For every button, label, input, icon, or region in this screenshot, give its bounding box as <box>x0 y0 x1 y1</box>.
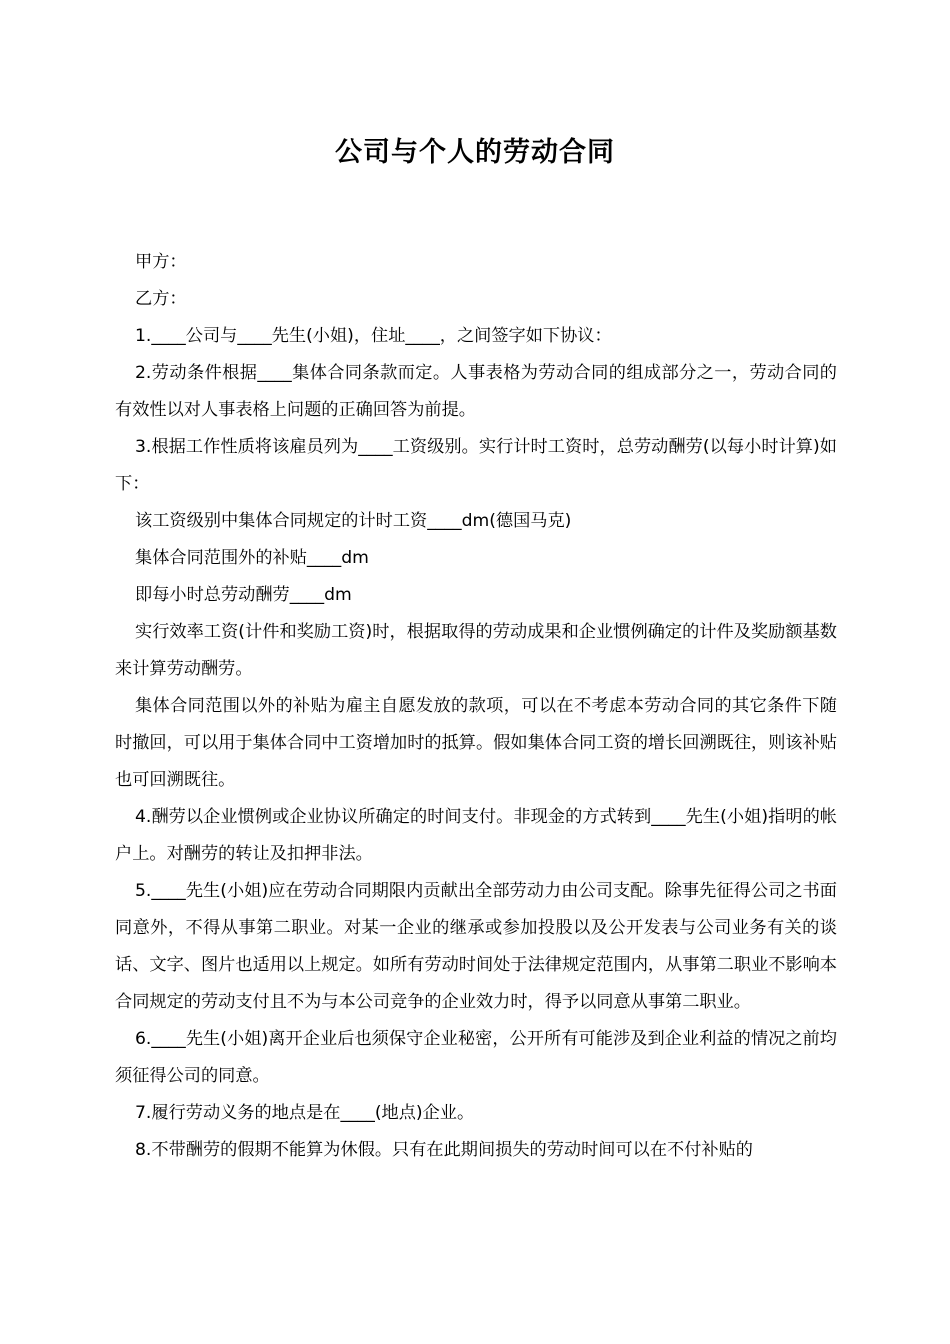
party-a-line: 甲方： <box>135 252 187 272</box>
clause-3: 3.根据工作性质将该雇员列为____工资级别。实行计时工资时，总劳动酬劳(以每小时计算)如下： <box>115 437 837 494</box>
document-title: 公司与个人的劳动合同 <box>335 137 615 168</box>
clause-4: 4.酬劳以企业惯例或企业协议所确定的时间支付。非现金的方式转到____先生(小姐)指明的帐户上。对酬劳的转让及扣押非法。 <box>115 807 837 864</box>
clause-8: 8.不带酬劳的假期不能算为休假。只有在此期间损失的劳动时间可以在不付补贴的 <box>135 1140 753 1160</box>
document-body <box>115 244 837 1169</box>
clause-3-allowance: 集体合同范围外的补贴____dm <box>135 548 369 568</box>
clause-3-total-pay: 即每小时总劳动酬劳____dm <box>135 585 352 605</box>
clause-3-hourly-wage: 该工资级别中集体合同规定的计时工资____dm(德国马克) <box>135 511 572 531</box>
party-b-line: 乙方： <box>135 289 187 309</box>
clause-7: 7.履行劳动义务的地点是在____(地点)企业。 <box>135 1103 475 1123</box>
clause-1: 1.____公司与____先生(小姐)，住址____，之间签字如下协议： <box>135 326 612 346</box>
clause-3-extra-allowance: 集体合同范围以外的补贴为雇主自愿发放的款项，可以在不考虑本劳动合同的其它条件下随时撤回，可以用于集体合同中工资增加时的抵算。假如集体合同工资的增长回溯既往，则该补贴也可回溯既往。 <box>115 696 837 790</box>
clause-3-piece-rate: 实行效率工资(计件和奖励工资)时，根据取得的劳动成果和企业惯例确定的计件及奖励额基数来计算劳动酬劳。 <box>115 622 837 679</box>
clause-2: 2.劳动条件根据____集体合同条款而定。人事表格为劳动合同的组成部分之一，劳动合同的有效性以对人事表格上问题的正确回答为前提。 <box>115 363 837 420</box>
clause-5: 5.____先生(小姐)应在劳动合同期限内贡献出全部劳动力由公司支配。除事先征得公司之书面同意外，不得从事第二职业。对某一企业的继承或参加投股以及公开发表与公司业务有关的谈话、文字、图片也适用以上规定。如所有劳动时间处于法律规定范围内，从事第二职业不影响本合同规定的劳动支付且不为与本公司竞争的企业效力时，得予以同意从事第二职业。 <box>115 881 837 1012</box>
clause-6: 6.____先生(小姐)离开企业后也须保守企业秘密，公开所有可能涉及到企业利益的情况之前均须征得公司的同意。 <box>115 1029 837 1086</box>
